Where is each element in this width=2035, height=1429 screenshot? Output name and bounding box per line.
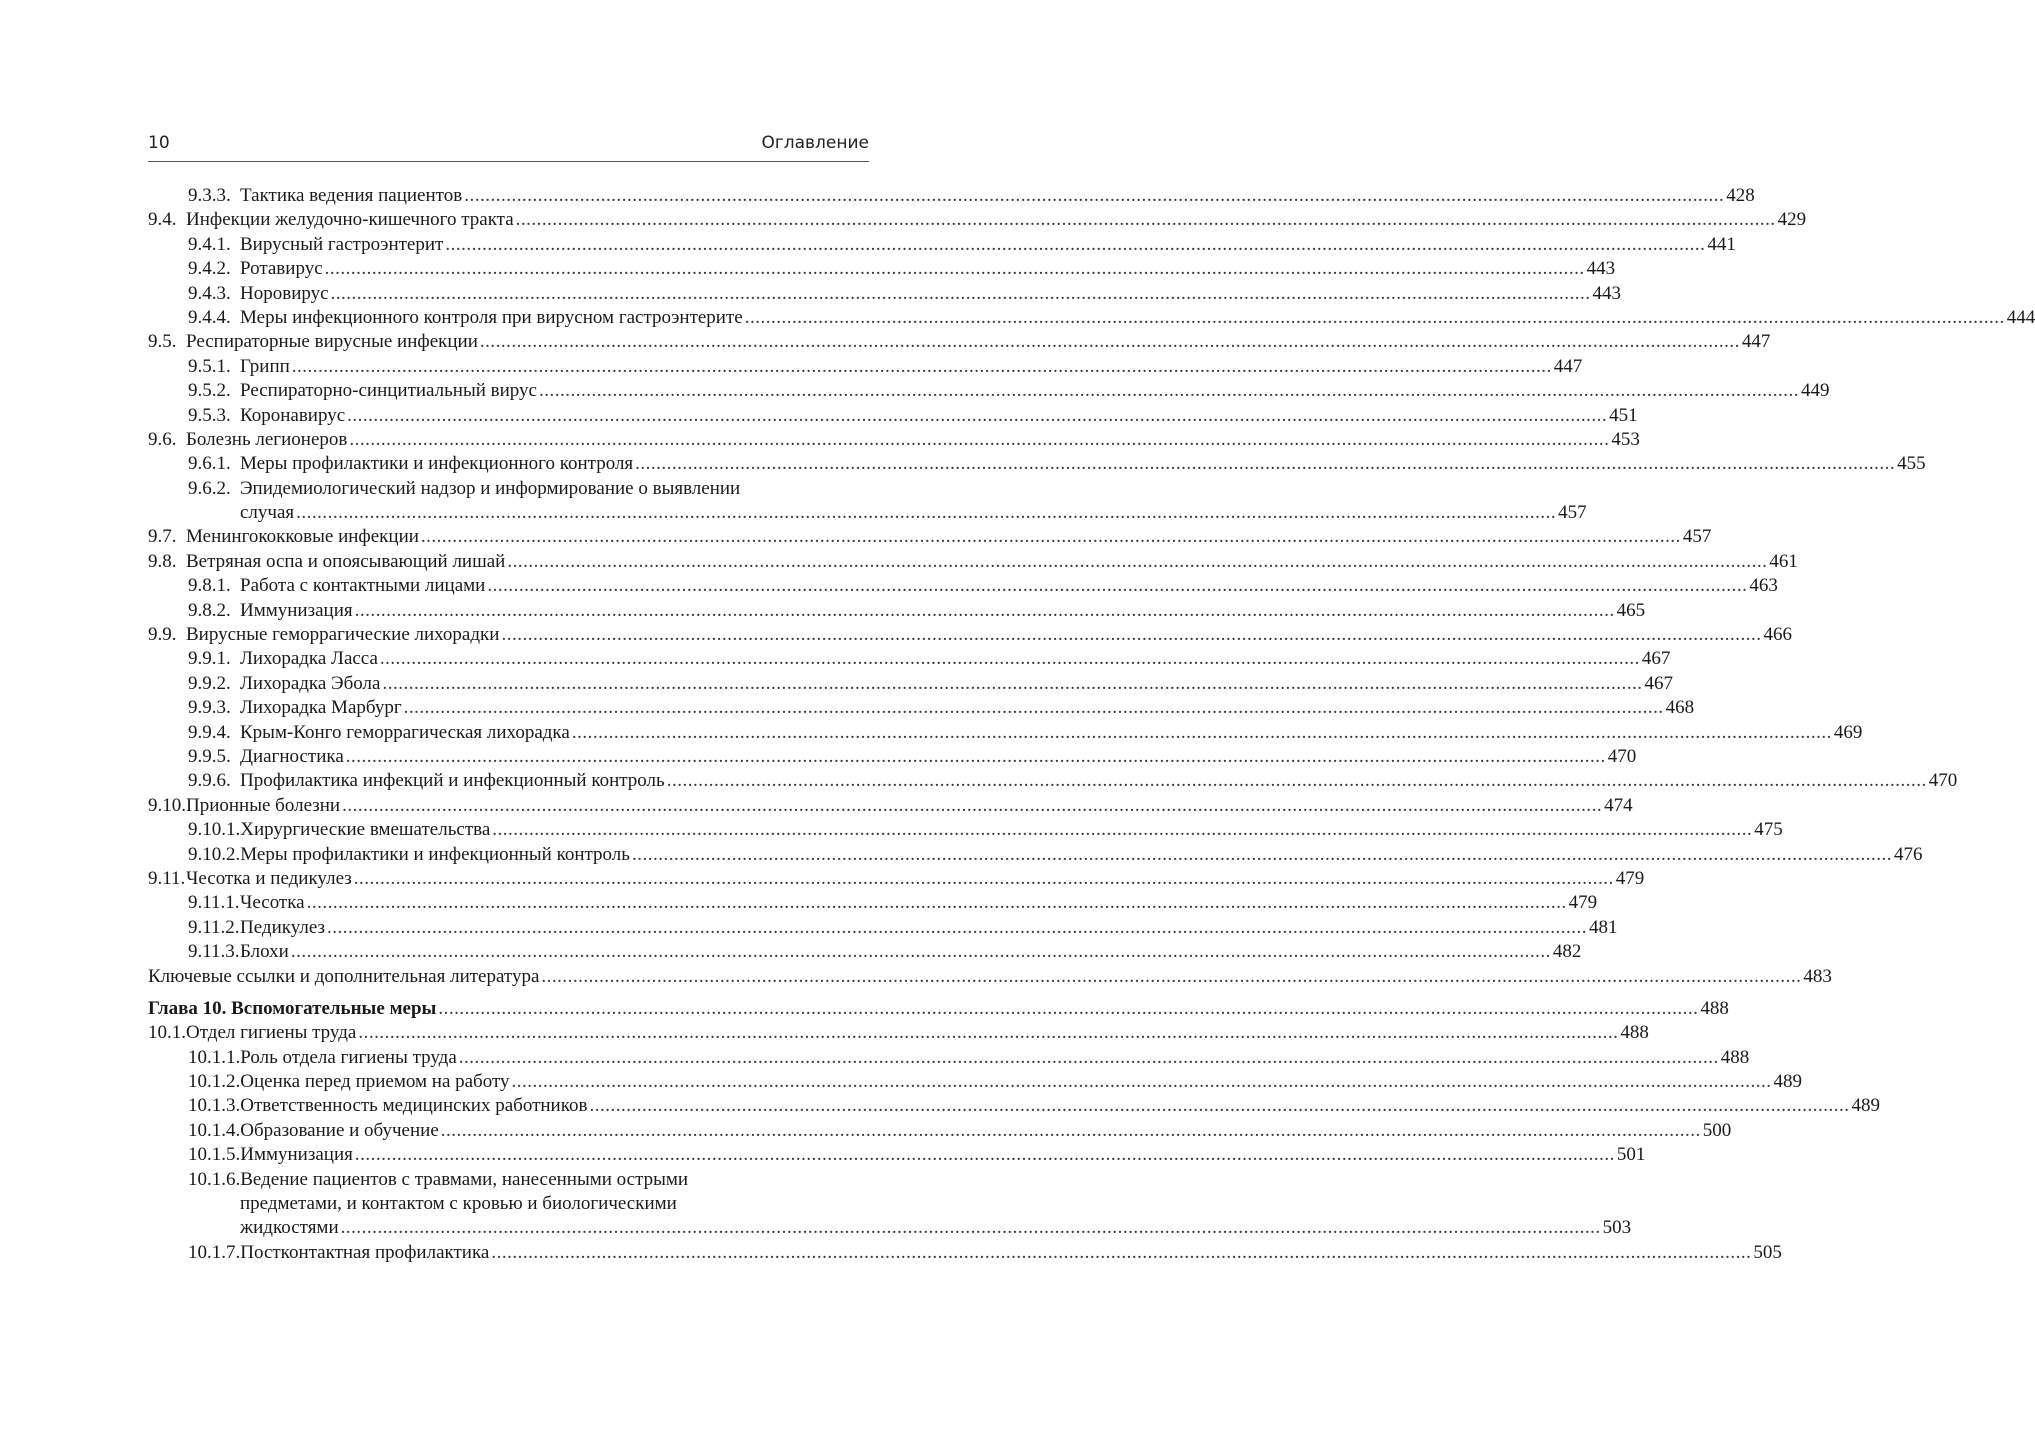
- toc-entry-number: 9.6.: [148, 428, 177, 450]
- toc-entry-number: 9.6.2.: [188, 477, 231, 499]
- toc-entry-number: 9.8.2.: [188, 599, 231, 621]
- toc-entry-number: 9.4.3.: [188, 282, 231, 304]
- toc-entry-title: Отдел гигиены труда: [186, 1022, 357, 1044]
- toc-entry-title: Постконтактная профилактика: [240, 1241, 490, 1263]
- toc-entry[interactable]: [148, 550, 1798, 574]
- toc-entry-number: 9.4.: [148, 209, 177, 231]
- toc-entry-page: 453: [1611, 428, 1640, 450]
- toc-entry-title: Коронавирус: [240, 404, 346, 426]
- toc-entry-number: 9.9.3.: [188, 697, 231, 719]
- toc-entry[interactable]: [148, 965, 1832, 989]
- toc-entry-page: 482: [1552, 941, 1582, 963]
- toc-entry-page: 467: [1644, 672, 1673, 694]
- toc-entry-number: 9.9.6.: [188, 770, 231, 792]
- toc-entry-number: 9.4.2.: [188, 258, 231, 280]
- toc-entry-title: Ротавирус: [240, 258, 323, 280]
- toc-entry-title: Чесотка: [240, 892, 305, 914]
- table-of-contents: [148, 184, 2035, 1265]
- dot-leader: [436, 997, 1700, 1021]
- toc-entry-number: 9.11.1.: [188, 892, 240, 914]
- toc-entry-title-line: Ведение пациентов с травмами, нанесенными острыми: [240, 1168, 689, 1190]
- toc-entry-page: 443: [1592, 282, 1622, 304]
- toc-entry-number: 9.9.1.: [188, 648, 231, 670]
- toc-entry-page: 447: [1741, 331, 1771, 353]
- toc-entry-page: 449: [1800, 380, 1830, 402]
- toc-entry-number: 9.6.1.: [188, 453, 231, 475]
- toc-entry-page: 501: [1616, 1144, 1646, 1166]
- dot-leader: [340, 794, 1604, 818]
- toc-entry-page: 488: [1700, 997, 1729, 1019]
- toc-entry-title-line: случая: [240, 502, 295, 524]
- dot-leader: [402, 696, 1666, 720]
- dot-leader: [344, 745, 1608, 769]
- toc-entry[interactable]: [148, 208, 1807, 232]
- toc-entry-page: 447: [1553, 355, 1583, 377]
- toc-entry-number: 9.8.1.: [188, 575, 231, 597]
- running-title: Оглавление: [761, 133, 869, 153]
- toc-entry-title: Менингококковые инфекции: [186, 526, 419, 548]
- dot-leader: [290, 355, 1554, 379]
- dot-leader: [490, 818, 1754, 842]
- toc-entry[interactable]: [148, 794, 1633, 818]
- toc-entry[interactable]: [148, 1119, 1732, 1143]
- toc-entry[interactable]: [148, 916, 1618, 940]
- toc-entry-page: 488: [1620, 1022, 1649, 1044]
- toc-entry-number: 10.1.4.: [188, 1119, 241, 1141]
- dot-leader: [380, 672, 1644, 696]
- dot-leader: [323, 257, 1587, 281]
- dot-leader: [378, 647, 1642, 671]
- toc-entry-title: Иммунизация: [240, 599, 353, 621]
- dot-leader: [570, 721, 1834, 745]
- toc-entry[interactable]: [148, 818, 1783, 842]
- toc-entry[interactable]: [148, 1241, 1782, 1265]
- toc-entry-title: Глава 10. Вспомогательные меры: [148, 997, 437, 1019]
- toc-entry[interactable]: [148, 574, 1778, 598]
- dot-leader: [419, 525, 1683, 549]
- dot-leader: [329, 282, 1593, 306]
- toc-entry-number: 9.10.: [148, 794, 186, 816]
- dot-leader: [289, 940, 1553, 964]
- toc-entry-page: 441: [1707, 233, 1736, 255]
- toc-entry[interactable]: [148, 1046, 1750, 1070]
- toc-entry-title: Чесотка и педикулез: [186, 867, 352, 889]
- toc-entry-title: Образование и обучение: [240, 1119, 439, 1141]
- toc-entry-number: 9.5.1.: [188, 355, 231, 377]
- toc-entry-title: Педикулез: [240, 916, 326, 938]
- dot-leader: [633, 452, 1897, 476]
- toc-entry-number: 9.5.3.: [188, 404, 231, 426]
- toc-entry-title: Лихорадка Марбург: [240, 697, 402, 719]
- toc-entry-title: Вирусные геморрагические лихорадки: [186, 624, 500, 646]
- toc-entry-title: Вирусный гастроэнтерит: [240, 233, 444, 255]
- toc-entry-number: 9.5.2.: [188, 380, 231, 402]
- toc-entry-number: 9.9.: [148, 624, 177, 646]
- toc-entry[interactable]: [148, 769, 1958, 793]
- toc-entry-title: Оценка перед приемом на работу: [240, 1071, 510, 1093]
- dot-leader: [294, 501, 1558, 525]
- toc-entry-number: 9.9.4.: [188, 721, 231, 743]
- toc-entry-number: 10.1.3.: [188, 1095, 241, 1117]
- toc-entry[interactable]: [148, 843, 1923, 867]
- toc-entry[interactable]: [148, 184, 1755, 208]
- toc-entry-page: 489: [1773, 1071, 1803, 1093]
- dot-leader: [485, 574, 1749, 598]
- toc-entry-number: 9.11.3.: [188, 941, 240, 963]
- toc-entry-number: 10.1.2.: [188, 1071, 241, 1093]
- toc-entry[interactable]: [148, 1168, 1632, 1241]
- toc-entry-number: 9.9.2.: [188, 672, 231, 694]
- dot-leader: [514, 208, 1778, 232]
- page-number: 10: [148, 133, 170, 153]
- toc-entry-page: 500: [1702, 1119, 1732, 1141]
- toc-entry-title: Иммунизация: [240, 1144, 353, 1166]
- toc-entry-title: Меры инфекционного контроля при вирусном гастроэнтерите: [240, 306, 743, 328]
- toc-entry-page: 481: [1589, 916, 1618, 938]
- toc-entry-title: Лихорадка Эбола: [240, 672, 381, 694]
- toc-entry-number: 9.5.: [148, 331, 177, 353]
- toc-entry-page: 467: [1641, 648, 1671, 670]
- dot-leader: [489, 1241, 1753, 1265]
- toc-entry-page: 465: [1616, 599, 1646, 621]
- toc-entry-title: Диагностика: [240, 745, 344, 767]
- dot-leader: [510, 1070, 1774, 1094]
- toc-entry-title-line: Эпидемиологический надзор и информирование о выявлении: [240, 477, 741, 499]
- toc-entry[interactable]: [148, 891, 1598, 915]
- toc-entry[interactable]: [148, 257, 1616, 281]
- toc-entry[interactable]: [148, 647, 1671, 671]
- dot-leader: [439, 1119, 1703, 1143]
- toc-entry[interactable]: [148, 721, 1863, 745]
- toc-entry-page: 457: [1682, 526, 1712, 548]
- toc-entry[interactable]: [148, 330, 1771, 354]
- toc-entry-page: 503: [1602, 1217, 1632, 1239]
- dot-leader: [499, 623, 1763, 647]
- header-rule: [148, 161, 869, 162]
- toc-entry-page: 469: [1833, 721, 1863, 743]
- dot-leader: [478, 330, 1742, 354]
- toc-entry-page: 489: [1851, 1095, 1880, 1117]
- toc-entry-title-line: предметами, и контактом с кровью и биологическими: [240, 1193, 677, 1215]
- toc-entry-page: 475: [1754, 819, 1783, 841]
- toc-entry[interactable]: [148, 428, 1640, 452]
- toc-entry-title: Респираторные вирусные инфекции: [186, 331, 478, 353]
- toc-entry-page: 474: [1604, 794, 1633, 816]
- toc-entry-page: 468: [1665, 697, 1695, 719]
- toc-entry[interactable]: [148, 477, 1587, 526]
- toc-entry-title: Ответственность медицинских работников: [240, 1095, 588, 1117]
- dot-leader: [352, 867, 1616, 891]
- dot-leader: [462, 184, 1726, 208]
- toc-entry-title: Роль отдела гигиены труда: [240, 1046, 457, 1068]
- toc-entry-title: Респираторно-синцитиальный вирус: [240, 380, 537, 402]
- toc-entry[interactable]: [148, 623, 1792, 647]
- toc-entry[interactable]: [148, 306, 2035, 330]
- toc-entry-page: 444: [2006, 306, 2035, 328]
- toc-entry[interactable]: [148, 1094, 1880, 1118]
- toc-entry-title: Профилактика инфекций и инфекционный контроль: [240, 770, 665, 792]
- toc-entry-title-line: жидкостями: [240, 1217, 339, 1239]
- toc-entry-number: 9.8.: [148, 550, 177, 572]
- toc-entry-number: 10.1.1.: [188, 1046, 241, 1068]
- toc-entry-title: Тактика ведения пациентов: [240, 185, 463, 206]
- toc-entry-page: 451: [1609, 404, 1638, 426]
- toc-entry[interactable]: [148, 282, 1622, 306]
- toc-entry[interactable]: [148, 379, 1830, 403]
- toc-entry[interactable]: [148, 672, 1673, 696]
- dot-leader: [325, 916, 1589, 940]
- toc-entry-number: 9.9.5.: [188, 745, 231, 767]
- toc-entry[interactable]: [148, 404, 1638, 428]
- toc-entry-page: 470: [1928, 770, 1958, 792]
- toc-entry[interactable]: [148, 867, 1645, 891]
- toc-entry-page: 505: [1753, 1241, 1782, 1263]
- dot-leader: [505, 550, 1769, 574]
- toc-entry-title: Работа с контактными лицами: [240, 575, 486, 597]
- dot-leader: [305, 891, 1569, 915]
- toc-entry-title: Грипп: [240, 355, 290, 377]
- toc-entry-page: 428: [1726, 185, 1755, 206]
- toc-entry-title: Болезнь легионеров: [186, 428, 348, 450]
- toc-entry-title: Норовирус: [240, 282, 329, 304]
- toc-entry-number: 9.11.2.: [188, 916, 240, 938]
- toc-entry-page: 463: [1749, 575, 1778, 597]
- dot-leader: [347, 428, 1611, 452]
- toc-entry-title: Инфекции желудочно-кишечного тракта: [186, 209, 514, 231]
- dot-leader: [339, 1216, 1603, 1240]
- toc-chapter-entry[interactable]: [148, 997, 1729, 1021]
- toc-entry[interactable]: [148, 599, 1646, 623]
- toc-entry-page: 457: [1558, 502, 1587, 524]
- dot-leader: [356, 1021, 1620, 1045]
- toc-entry-number: 9.4.1.: [188, 233, 231, 255]
- running-header: [148, 133, 869, 159]
- dot-leader: [630, 843, 1894, 867]
- toc-entry-title: Меры профилактики и инфекционного контроля: [240, 453, 634, 475]
- dot-leader: [345, 404, 1609, 428]
- toc-entry-page: 483: [1803, 965, 1832, 987]
- toc-entry-number: 9.4.4.: [188, 306, 231, 328]
- toc-entry-page: 476: [1893, 843, 1923, 865]
- dot-leader: [353, 1143, 1617, 1167]
- toc-entry-page: 470: [1607, 745, 1637, 767]
- toc-entry-number: 10.1.7.: [188, 1241, 241, 1263]
- toc-entry-page: 455: [1897, 453, 1926, 475]
- toc-entry-number: 9.11.: [148, 867, 186, 889]
- toc-entry-number: 10.1.6.: [188, 1168, 241, 1190]
- toc-entry-number: 10.1.5.: [188, 1144, 241, 1166]
- toc-entry-title: Ветряная оспа и опоясывающий лишай: [186, 550, 506, 572]
- toc-entry-number: 9.10.2.: [188, 843, 241, 865]
- toc-entry-page: 466: [1763, 624, 1792, 646]
- toc-entry[interactable]: [148, 1021, 1649, 1045]
- dot-leader: [443, 233, 1707, 257]
- toc-entry[interactable]: [148, 233, 1736, 257]
- toc-entry-title: Блохи: [240, 941, 289, 963]
- dot-leader: [539, 965, 1803, 989]
- toc-entry-title: Крым-Конго геморрагическая лихорадка: [240, 721, 570, 743]
- toc-entry[interactable]: [148, 940, 1582, 964]
- toc-entry-title: Меры профилактики и инфекционный контроль: [240, 843, 630, 865]
- toc-entry-number: 10.1.: [148, 1022, 186, 1044]
- dot-leader: [353, 599, 1617, 623]
- toc-entry-number: 9.3.3.: [188, 185, 231, 206]
- toc-entry[interactable]: [148, 355, 1583, 379]
- toc-entry[interactable]: [148, 696, 1695, 720]
- toc-entry-page: 479: [1615, 867, 1645, 889]
- dot-leader: [587, 1094, 1851, 1118]
- toc-entry-title: Лихорадка Ласса: [240, 648, 378, 670]
- toc-entry-page: 479: [1568, 892, 1598, 914]
- toc-entry-number: 9.10.1.: [188, 819, 241, 841]
- toc-entry[interactable]: [148, 1143, 1646, 1167]
- toc-entry-number: 9.7.: [148, 526, 177, 548]
- dot-leader: [743, 306, 2007, 330]
- dot-leader: [537, 379, 1801, 403]
- dot-leader: [665, 769, 1929, 793]
- toc-entry[interactable]: [148, 525, 1712, 549]
- toc-entry-title: Прионные болезни: [186, 794, 341, 816]
- toc-entry-page: 443: [1586, 258, 1616, 280]
- toc-entry-title: Хирургические вмешательства: [240, 819, 491, 841]
- toc-entry-page: 488: [1720, 1046, 1750, 1068]
- toc-entry-page: 461: [1769, 550, 1798, 572]
- toc-entry[interactable]: [148, 745, 1637, 769]
- toc-entry-page: 429: [1777, 209, 1807, 231]
- toc-entry[interactable]: [148, 452, 1926, 476]
- toc-entry-title: Ключевые ссылки и дополнительная литература: [148, 965, 540, 987]
- toc-entry[interactable]: [148, 1070, 1803, 1094]
- dot-leader: [457, 1046, 1721, 1070]
